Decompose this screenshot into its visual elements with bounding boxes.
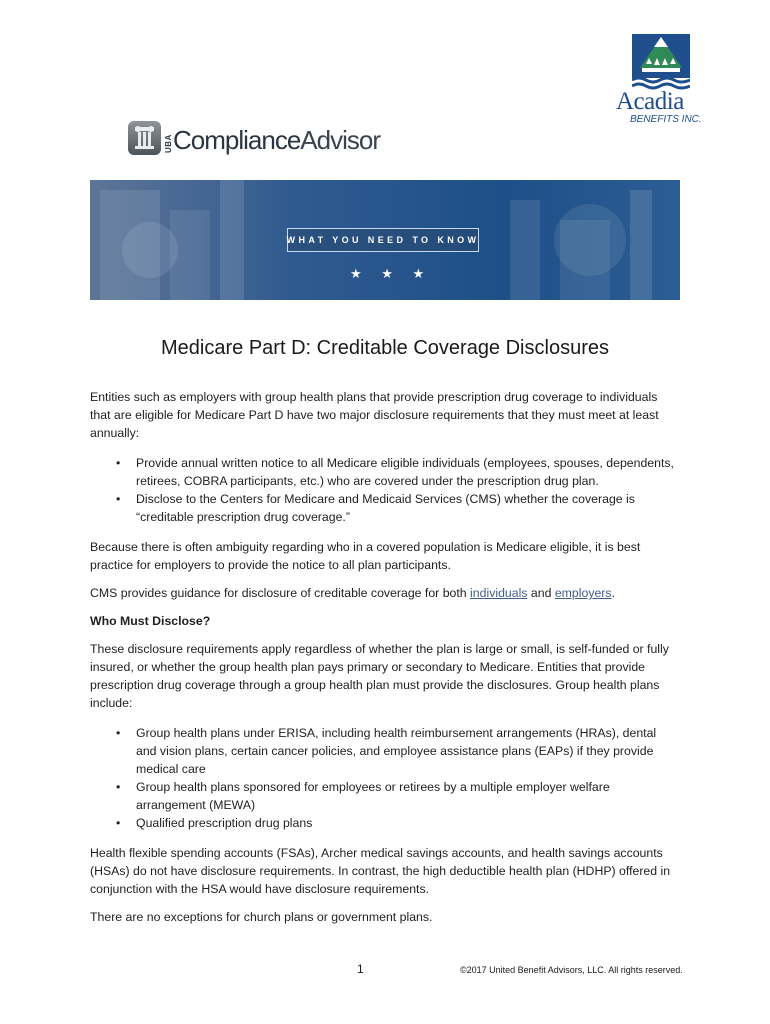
hsa-paragraph: Health flexible spending accounts (FSAs), Archer medical savings accounts, and health savings accounts (HSAs) do not have disclosure requirements. In contrast, the high deductible health plan (HDHP) offered in conjunction with the HSA would have disclosure requirements. [90,846,671,896]
exceptions-paragraph: There are no exceptions for church plans or government plans. [90,910,433,924]
acadia-subtitle: BENEFITS INC. [630,114,702,125]
who-paragraph: These disclosure requirements apply regardless of whether the plan is large or small, is self-funded or fully insured, or whether the group health plan pays primary or secondary to Medicare. Entities that provide prescription drug coverage through a group health plan must provide the disclosures. Group health plans include: [90,642,669,710]
list-item: • Qualified prescription drug plans [136,814,680,832]
list-item: • Disclose to the Centers for Medicare and Medicaid Services (CMS) whether the coverage is “creditable prescription drug coverage.” [136,490,680,526]
list-item: • Provide annual written notice to all Medicare eligible individuals (employees, spouses, dependents, retirees, COBRA participants, etc.) who are covered under the prescription drug plan. [136,454,680,490]
plans-list [90,724,680,832]
ambiguity-paragraph: Because there is often ambiguity regarding who in a covered population is Medicare eligible, it is best practice for employers to provide the notice to all plan participants. [90,540,641,572]
document-body [90,388,680,936]
cms-guidance-text: . [611,586,615,600]
compliance-advisor-name [173,125,380,156]
list-item: • Group health plans sponsored for employees or retirees by a multiple employer welfare arrangement (MEWA) [136,778,680,814]
intro-paragraph: Entities such as employers with group health plans that provide prescription drug coverage to individuals that are eligible for Medicare Part D have two major disclosure requirements that they must meet at least annually: [90,390,659,440]
who-must-disclose-heading: Who Must Disclose? [90,614,211,628]
acadia-tree-icon [632,34,690,96]
pillar-icon [128,121,161,155]
header-banner [90,180,680,300]
individuals-link[interactable]: individuals [470,586,528,600]
acadia-logo [608,30,708,130]
banner-stars: ★ ★ ★ [350,266,433,281]
banner-tagline: WHAT YOU NEED TO KNOW [287,228,479,252]
cms-guidance-paragraph [90,584,680,602]
employers-link[interactable]: employers [554,586,612,600]
acadia-name: Acadia [616,88,684,115]
list-item: • Group health plans under ERISA, including health reimbursement arrangements (HRAs), dental and vision plans, certain cancer policies, and employee assistance plans (EAPs) if they provide medical care [136,724,680,778]
cms-guidance-text: and [527,586,555,600]
requirements-list [90,454,680,526]
page-number: 1 [357,962,364,976]
document-title: Medicare Part D: Creditable Coverage Disclosures [161,337,609,359]
advisor-word: Advisor [300,125,380,155]
cms-guidance-text: CMS provides guidance for disclosure of creditable coverage for both [90,586,471,600]
uba-label: UBA [164,134,173,153]
compliance-advisor-logo [128,121,408,159]
compliance-word: Compliance [173,125,301,155]
copyright-notice: ©2017 United Benefit Advisors, LLC. All rights reserved. [460,965,683,975]
